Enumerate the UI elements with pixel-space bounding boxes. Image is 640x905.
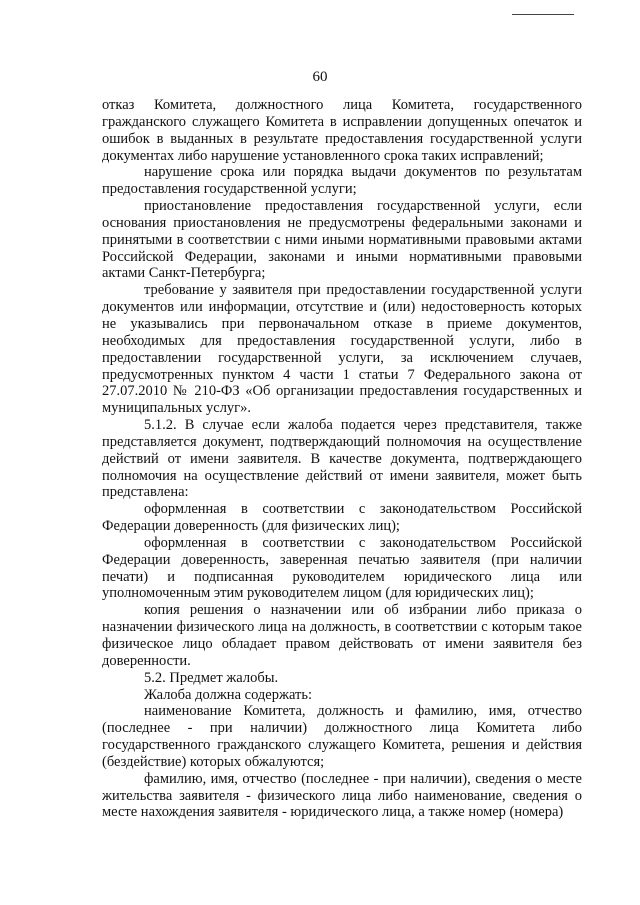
paragraph-2: нарушение срока или порядка выдачи документов по результатам предоставления государственной услуги;: [102, 164, 582, 198]
top-margin-rule: [512, 14, 574, 15]
section-heading-5-2: 5.2. Предмет жалобы.: [144, 669, 279, 686]
paragraph-1-continuation: отказ Комитета, должностного лица Комитета, государственного гражданского служащего Комитета в исправлении допущенных опечаток и ошибок в выданных в результате предоставления государственной услуги документах либо нарушение установленного срока таких исправлений;: [102, 97, 582, 164]
paragraph-6: оформленная в соответствии с законодательством Российской Федерации доверенность (для физических лиц);: [102, 501, 582, 535]
paragraph-8: копия решения о назначении или об избрании либо приказа о назначении физического лица на должность, в соответствии с которым такое физическое лицо обладает правом действовать от имени заявителя без доверенности.: [102, 602, 582, 669]
paragraph-3: приостановление предоставления государственной услуги, если основания приостановления не предусмотрены федеральными законами и принятыми в соответствии с ними иными нормативными правовыми актами Российской Федерации, законами и иными нормативными правовыми актами Санкт-Петербурга;: [102, 198, 582, 282]
paragraph-4: требование у заявителя при предоставлении государственной услуги документов или информации, отсутствие и (или) недостоверность которых не указывались при первоначальном отказе в приеме документов, необходимых для предоставления государственной услуги, либо в предоставлении государственной услуги, за исключением случаев, предусмотренных пунктом 4 части 1 статьи 7 Федерального закона от 27.07.2010 № 210-ФЗ «Об организации предоставления государственных и муниципальных услуг».: [102, 282, 582, 417]
paragraph-10: Жалоба должна содержать:: [144, 686, 313, 703]
paragraph-5-1-2: 5.1.2. В случае если жалоба подается через представителя, также представляется документ, подтверждающий полномочия на осуществление действий от имени заявителя. В качестве документа, подтверждающего полномочия на осуществление действий от имени заявителя, может быть представлена:: [102, 417, 582, 501]
paragraph-7: оформленная в соответствии с законодательством Российской Федерации доверенность, заверенная печатью заявителя (при наличии печати) и подписанная руководителем юридического лица или уполномоченным этим руководителем лицом (для юридических лиц);: [102, 534, 582, 602]
paragraph-11: наименование Комитета, должность и фамилию, имя, отчество (последнее - при наличии) должностного лица Комитета либо государственного гражданского служащего Комитета, решения и действия (бездействие) которых обжалуются;: [102, 703, 582, 770]
page-number: 60: [312, 69, 328, 85]
paragraph-12: фамилию, имя, отчество (последнее - при наличии), сведения о месте жительства заявителя - физического лица либо наименование, сведения о месте нахождения заявителя - юридического лица, а также номер (номера): [102, 770, 582, 821]
document-body: [102, 97, 582, 821]
